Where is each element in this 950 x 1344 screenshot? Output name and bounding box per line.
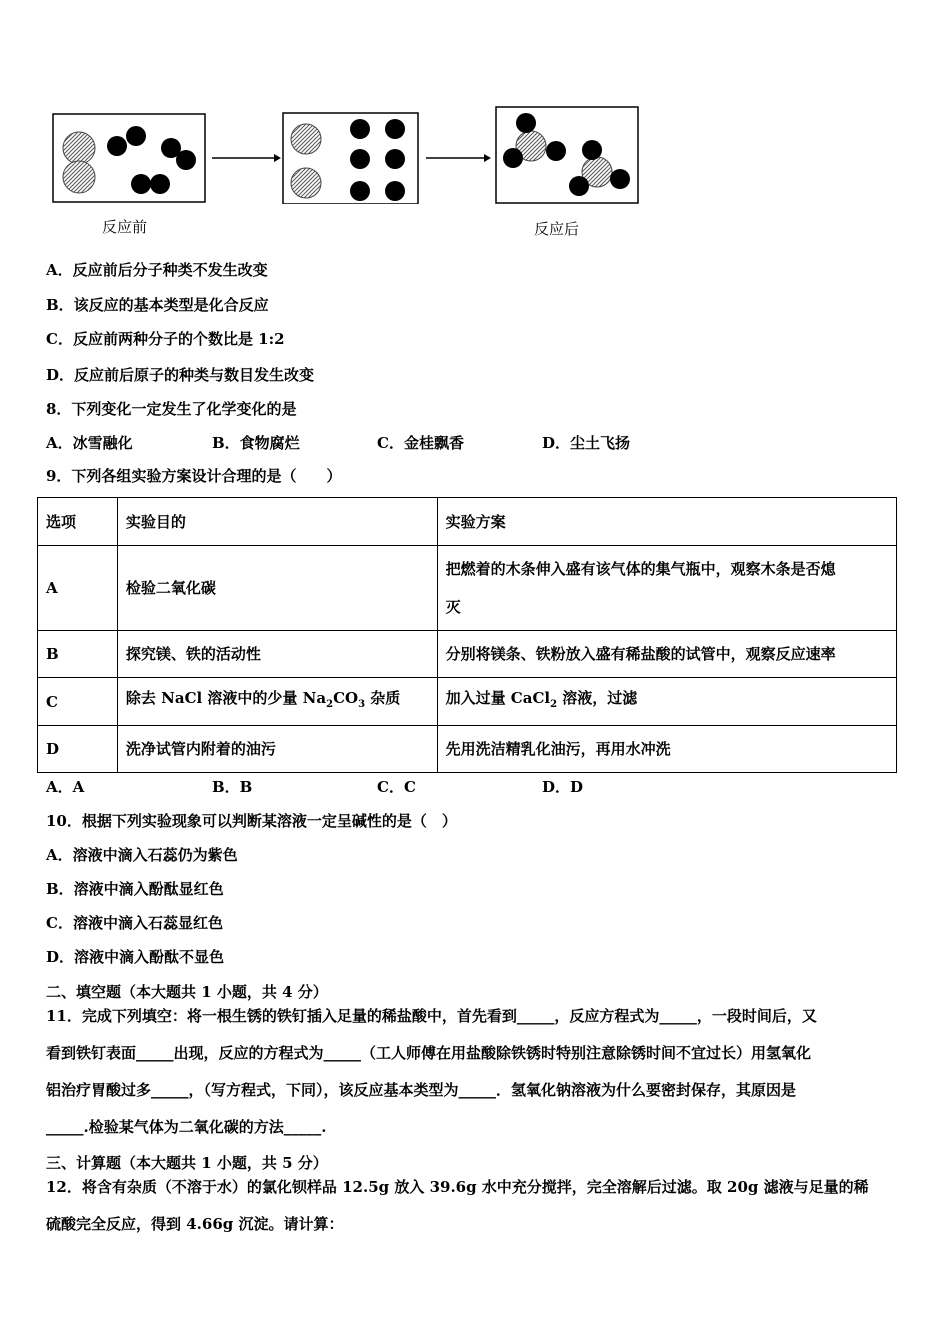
q7-option-c: C．反应前两种分子的个数比是 1:2 bbox=[46, 330, 285, 348]
black-atom bbox=[107, 136, 127, 156]
hatched-atom bbox=[63, 161, 95, 193]
row-plan: 分别将镁条、铁粉放入盛有稀盐酸的试管中，观察反应速率 bbox=[437, 631, 896, 678]
row-plan: 先用洗洁精乳化油污，再用水冲洗 bbox=[437, 726, 896, 773]
header-purpose: 实验目的 bbox=[117, 498, 437, 546]
q12-paragraph bbox=[46, 1169, 906, 1243]
row-plan bbox=[437, 546, 896, 631]
table-row bbox=[38, 546, 897, 631]
q10-option-a: A．溶液中滴入石蕊仍为紫色 bbox=[46, 846, 238, 864]
q10-option-d: D．溶液中滴入酚酞不显色 bbox=[46, 948, 225, 966]
subscript: 2 bbox=[326, 699, 334, 710]
plan-text: 溶液，过滤 bbox=[557, 689, 638, 707]
q10-option-c: C．溶液中滴入石蕊显红色 bbox=[46, 914, 223, 932]
header-option: 选项 bbox=[38, 498, 118, 546]
black-atom bbox=[516, 113, 536, 133]
black-atom bbox=[385, 181, 405, 201]
section3-title: 三、计算题（本大题共 1 小题，共 5 分） bbox=[46, 1154, 328, 1172]
reaction-diagram-figure bbox=[50, 104, 650, 204]
black-atom bbox=[350, 149, 370, 169]
purpose-text: 杂质 bbox=[365, 689, 401, 707]
q11-line: 铝治疗胃酸过多_____，（写方程式，下同），该反应基本类型为_____．氢氧化钠溶液为什么要密封保存，其原因是 bbox=[46, 1081, 797, 1099]
q11-line: 看到铁钉表面_____出现，反应的方程式为_____（工人师傅在用盐酸除铁锈时特别注意除锈时间不宜过长）用氢氧化 bbox=[46, 1044, 812, 1062]
header-plan: 实验方案 bbox=[437, 498, 896, 546]
black-atom bbox=[582, 140, 602, 160]
table-row bbox=[38, 631, 897, 678]
black-atom bbox=[126, 126, 146, 146]
plan-text: 加入过量 CaCl bbox=[445, 689, 551, 707]
caption-after: 反应后 bbox=[534, 220, 580, 238]
q9-option-b: B．B bbox=[212, 778, 253, 796]
row-plan bbox=[437, 678, 896, 726]
q10-stem: 10．根据下列实验现象可以判断某溶液一定呈碱性的是（ ） bbox=[46, 812, 457, 830]
black-atom bbox=[350, 181, 370, 201]
row-option: B bbox=[38, 631, 118, 678]
row-option: A bbox=[38, 546, 118, 631]
black-atom bbox=[503, 148, 523, 168]
q11-line: _____.检验某气体为二氧化碳的方法_____. bbox=[46, 1118, 327, 1136]
q8-option-b: B．食物腐烂 bbox=[212, 434, 300, 452]
q9-option-d: D．D bbox=[542, 778, 584, 796]
q8-stem: 8．下列变化一定发生了化学变化的是 bbox=[46, 400, 297, 418]
black-atom bbox=[150, 174, 170, 194]
black-atom bbox=[385, 149, 405, 169]
reaction-diagram bbox=[50, 104, 650, 244]
q10-option-b: B．溶液中滴入酚酞显红色 bbox=[46, 880, 224, 898]
row-purpose: 检验二氧化碳 bbox=[117, 546, 437, 631]
hatched-atom bbox=[291, 168, 321, 198]
q9-stem: 9．下列各组实验方案设计合理的是（ ） bbox=[46, 467, 342, 485]
q8-option-a: A．冰雪融化 bbox=[46, 434, 133, 452]
black-atom bbox=[131, 174, 151, 194]
black-atom bbox=[569, 176, 589, 196]
q7-option-b: B．该反应的基本类型是化合反应 bbox=[46, 296, 269, 314]
section2-title: 二、填空题（本大题共 1 小题，共 4 分） bbox=[46, 983, 328, 1001]
caption-before: 反应前 bbox=[102, 218, 148, 236]
plan-line: 灭 bbox=[445, 598, 461, 616]
q9-option-a: A．A bbox=[46, 778, 85, 796]
table-row bbox=[38, 678, 897, 726]
black-atom bbox=[610, 169, 630, 189]
table-header-row bbox=[38, 498, 897, 546]
hatched-atom bbox=[291, 124, 321, 154]
row-option: C bbox=[38, 678, 118, 726]
purpose-text: CO bbox=[333, 689, 359, 707]
experiment-table bbox=[37, 497, 897, 773]
q12-line: 12．将含有杂质（不溶于水）的氯化钡样品 12.5g 放入 39.6g 水中充分搅拌，完全溶解后过滤。取 20g 滤液与足量的稀 bbox=[46, 1178, 869, 1196]
q8-option-d: D．尘土飞扬 bbox=[542, 434, 631, 452]
black-atom bbox=[350, 119, 370, 139]
row-purpose: 探究镁、铁的活动性 bbox=[117, 631, 437, 678]
hatched-atom bbox=[63, 132, 95, 164]
black-atom bbox=[546, 141, 566, 161]
q12-line: 硫酸完全反应，得到 4.66g 沉淀。请计算： bbox=[46, 1215, 344, 1233]
q9-option-c: C．C bbox=[377, 778, 416, 796]
black-atom bbox=[385, 119, 405, 139]
q11-paragraph bbox=[46, 998, 906, 1146]
q7-option-a: A．反应前后分子种类不发生改变 bbox=[46, 261, 268, 279]
row-purpose: 洗净试管内附着的油污 bbox=[117, 726, 437, 773]
q11-line: 11．完成下列填空：将一根生锈的铁钉插入足量的稀盐酸中，首先看到_____，反应方程式为_____，一段时间后，又 bbox=[46, 1007, 817, 1025]
plan-line: 把燃着的木条伸入盛有该气体的集气瓶中，观察木条是否熄 bbox=[445, 560, 836, 578]
purpose-text: 除去 NaCl 溶液中的少量 Na bbox=[125, 689, 327, 707]
q8-option-c: C．金桂飘香 bbox=[377, 434, 464, 452]
row-option: D bbox=[38, 726, 118, 773]
q7-option-d: D．反应前后原子的种类与数目发生改变 bbox=[46, 366, 315, 384]
row-purpose bbox=[117, 678, 437, 726]
subscript: 2 bbox=[550, 699, 558, 710]
subscript: 3 bbox=[358, 699, 366, 710]
black-atom bbox=[176, 150, 196, 170]
table-row bbox=[38, 726, 897, 773]
